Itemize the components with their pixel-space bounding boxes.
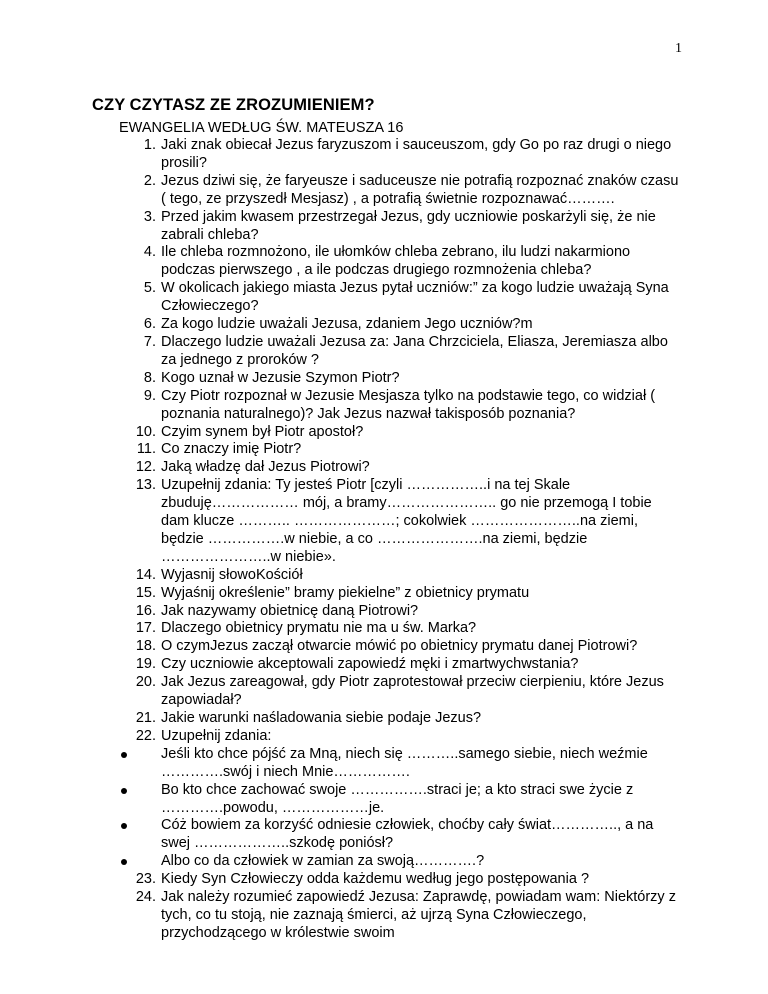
question-item [119, 441, 679, 459]
question-number: 19. [135, 656, 156, 673]
question-item [119, 334, 679, 370]
question-text: Ile chleba rozmnożono, ile ułomków chleba zebrano, ilu ludzi nakarmiono podczas pierwszego , a ile podczas drugiego rozmnożenia chleba? [161, 244, 631, 279]
question-item [119, 728, 679, 746]
question-item [119, 370, 679, 388]
bullet-dot-icon [121, 859, 127, 865]
page-subtitle: EWANGELIA WEDŁUG ŚW. MATEUSZA 16 [119, 120, 404, 136]
question-list-continued [119, 871, 679, 943]
question-text: Kogo uznał w Jezusie Szymon Piotr? [161, 369, 400, 386]
question-text: Uzupełnij zdania: [161, 727, 272, 744]
question-text: Jezus dziwi się, że faryeusze i saduceusze nie potrafią rozpoznać znaków czasu ( tego, ze przyszedł Mesjasz) , a potrafią świetnie rozpoznawać………. [161, 172, 679, 207]
question-number: 11. [136, 441, 156, 458]
question-item [119, 603, 679, 621]
question-item [119, 871, 679, 889]
question-item [119, 280, 679, 316]
bullet-item [119, 782, 679, 818]
question-text: Czyim synem był Piotr apostoł? [161, 423, 364, 440]
bullet-text: Albo co da człowiek w zamian za swoją………….? [161, 853, 485, 870]
question-item [119, 710, 679, 728]
question-item [119, 316, 679, 334]
bullet-item [119, 746, 679, 782]
bullet-item [119, 817, 679, 853]
question-number: 7. [143, 333, 156, 350]
question-number: 12. [135, 459, 156, 476]
question-text: Jak nazywamy obietnicę daną Piotrowi? [161, 602, 419, 619]
question-text: Czy uczniowie akceptowali zapowiedź męki i zmartwychwstania? [161, 656, 579, 673]
question-number: 22. [135, 727, 156, 744]
bullet-item [119, 853, 679, 871]
question-number: 3. [143, 208, 156, 225]
page-title: CZY CZYTASZ ZE ZROZUMIENIEM? [92, 96, 375, 114]
bullet-text: Jeśli kto chce pójść za Mną, niech się ………..samego siebie, niech weźmie ………….swój i niech Mnie……………. [161, 745, 648, 780]
question-item [119, 388, 679, 424]
question-number: 23. [135, 871, 156, 888]
question-item [119, 567, 679, 585]
question-item [119, 424, 679, 442]
question-text: Przed jakim kwasem przestrzegał Jezus, gdy uczniowie poskarżyli się, że nie zabrali chleba? [161, 208, 656, 243]
question-item [119, 674, 679, 710]
question-item [119, 585, 679, 603]
question-text: Dlaczego obietnicy prymatu nie ma u św. Marka? [161, 620, 477, 637]
question-number: 15. [135, 584, 156, 601]
question-number: 4. [143, 244, 156, 261]
bullet-dot-icon [121, 788, 127, 794]
question-number: 13. [135, 477, 156, 494]
bullet-dot-icon [121, 823, 127, 829]
question-text: O czymJezus zaczął otwarcie mówić po obietnicy prymatu danej Piotrowi? [161, 638, 638, 655]
question-text: Kiedy Syn Człowieczy odda każdemu według jego postępowania ? [161, 871, 590, 888]
question-number: 1. [143, 137, 156, 153]
question-text: Jaką władzę dał Jezus Piotrowi? [161, 459, 370, 476]
question-number: 8. [143, 369, 156, 386]
question-item [119, 244, 679, 280]
question-number: 14. [135, 566, 156, 583]
question-text: Dlaczego ludzie uważali Jezusa za: Jana Chrzciciela, Eliasza, Jeremiasza albo za jednego z proroków ? [161, 333, 668, 368]
question-text: Wyjaśnij określenie” bramy piekielne” z obietnicy prymatu [161, 584, 530, 601]
question-text: Jakie warunki naśladowania siebie podaje Jezus? [161, 710, 482, 726]
question-number: 21. [135, 710, 156, 726]
question-number: 20. [135, 674, 156, 691]
question-number: 10. [135, 423, 156, 440]
question-item [119, 889, 679, 943]
question-text: Czy Piotr rozpoznał w Jezusie Mesjasza tylko na podstawie tego, co widział ( poznania naturalnego)? Jak Jezus nazwał takisposób poznania? [161, 387, 656, 422]
question-item [119, 638, 679, 656]
question-number: 17. [135, 620, 156, 637]
question-number: 18. [135, 638, 156, 655]
question-item [119, 656, 679, 674]
question-text: Jak Jezus zareagował, gdy Piotr zaprotestował przeciw cierpieniu, które Jezus zapowiadał? [161, 674, 664, 709]
question-text: Co znaczy imię Piotr? [161, 441, 302, 458]
question-number: 9. [143, 387, 156, 404]
question-text: Za kogo ludzie uważali Jezusa, zdaniem Jego uczniów?m [161, 316, 533, 333]
bullet-dot-icon [121, 752, 127, 758]
bullet-list [119, 746, 679, 871]
question-text: Wyjasnij słowoKościół [161, 566, 303, 583]
question-item [119, 459, 679, 477]
question-item [119, 173, 679, 209]
question-number: 16. [135, 602, 156, 619]
question-content [119, 137, 679, 943]
bullet-text: Cóż bowiem za korzyść odniesie człowiek, choćby cały świat………….., a na swej ………………..szkodę poniósł? [161, 817, 654, 852]
question-item [119, 137, 679, 173]
question-number: 24. [135, 889, 156, 906]
question-number: 2. [143, 172, 156, 189]
question-item [119, 477, 679, 567]
question-text: W okolicach jakiego miasta Jezus pytał uczniów:” za kogo ludzie uważają Syna Człowieczego? [161, 280, 669, 315]
question-item [119, 620, 679, 638]
question-text: Jak należy rozumieć zapowiedź Jezusa: Zaprawdę, powiadam wam: Niektórzy z tych, co tu stoją, nie zaznają śmierci, aż ujrzą Syna Człowieczego, przychodzącego w królestwie swoim [161, 889, 676, 941]
page-number: 1 [675, 41, 682, 56]
question-text: Jaki znak obiecał Jezus faryzuszom i sauceuszom, gdy Go po raz drugi o niego prosili? [161, 137, 672, 171]
question-number: 6. [143, 316, 156, 333]
question-number: 5. [143, 280, 156, 297]
question-list [119, 137, 679, 746]
bullet-text: Bo kto chce zachować swoje …………….straci je; a kto straci swe życie z ………….powodu, ………………je. [161, 781, 634, 816]
question-text: Uzupełnij zdania: Ty jesteś Piotr [czyli ……………..i na tej Skale zbuduję……………… mój, a bramy………………….. go nie przemogą I tobie dam klucze ……….. …………………; cokolwiek …………………..na ziemi, będzie …………….w niebie, a co ………………….na ziemi, będzie …………………..w niebie». [161, 477, 652, 565]
question-item [119, 209, 679, 245]
